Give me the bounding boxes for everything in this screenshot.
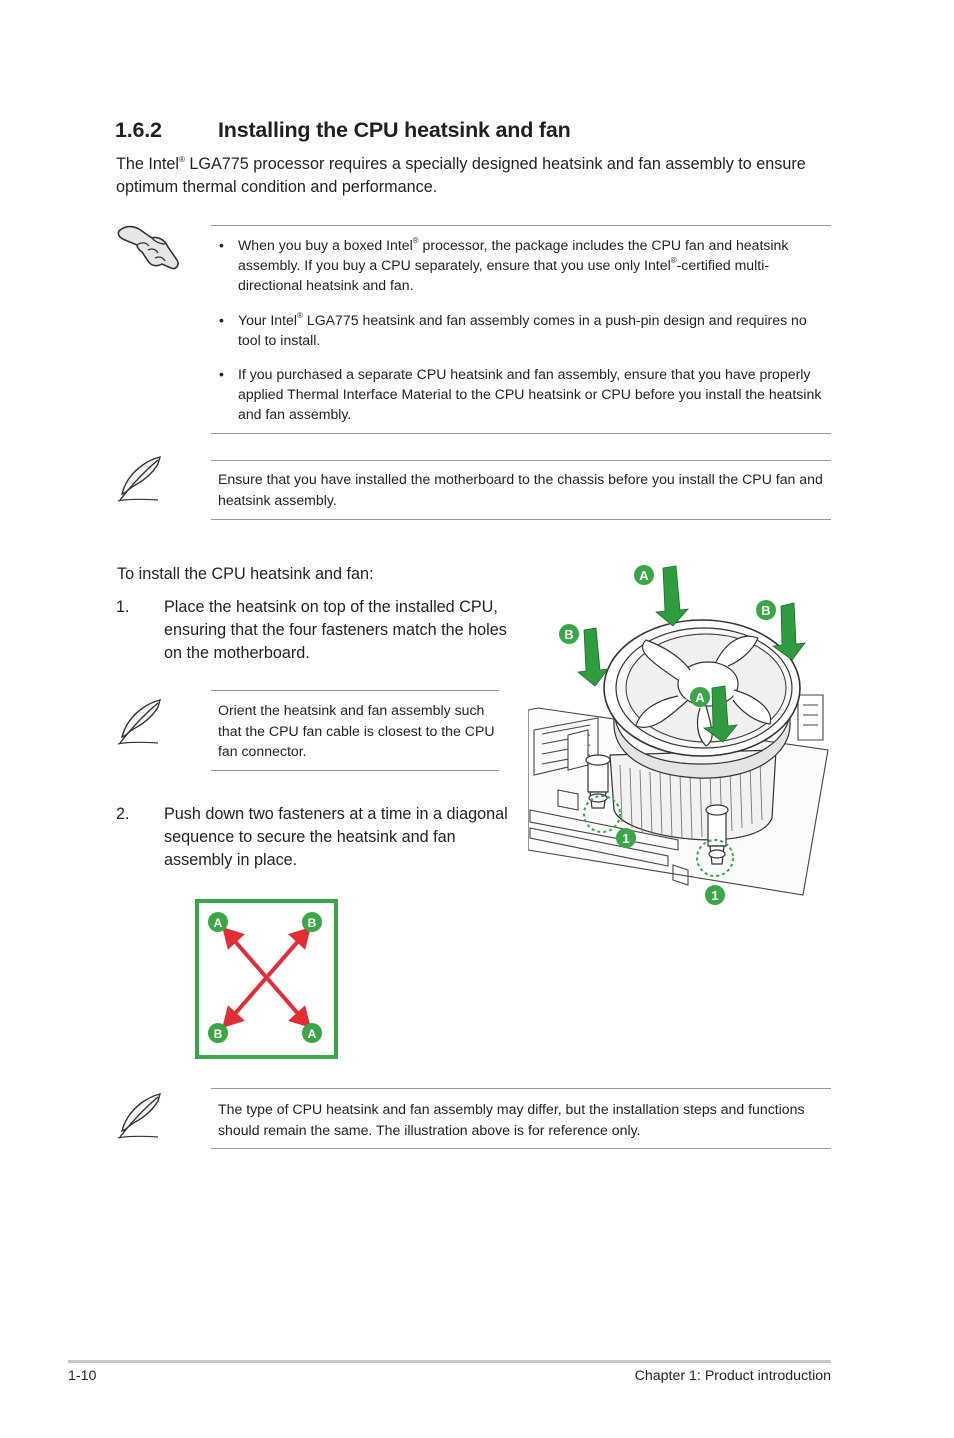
heatsink-illustration (528, 560, 834, 905)
diagonal-sequence-diagram (195, 899, 338, 1059)
page-number: 1-10 (68, 1368, 97, 1384)
registered-mark: ® (412, 236, 419, 245)
quill-pen-icon (114, 1091, 164, 1141)
bullet-mark: • (219, 311, 224, 328)
hand-pointing-icon (115, 222, 183, 274)
label-1: 1 (622, 831, 630, 846)
steps-lead: To install the CPU heatsink and fan: (117, 565, 374, 583)
intro-text-a: The Intel (116, 155, 179, 173)
section-heading (115, 118, 571, 143)
note1-top-rule (211, 460, 831, 461)
diagram-label-b: B (213, 1027, 223, 1041)
label-b: B (564, 627, 574, 642)
step-2 (116, 803, 516, 873)
note3-bottom-rule (211, 1148, 831, 1149)
registered-mark: ® (670, 256, 677, 266)
arrow-down (578, 628, 608, 686)
caution-item: • Your Intel® LGA775 heatsink and fan assembly comes in a push-pin design and requires no tool to install. (219, 310, 807, 348)
note1-bottom-rule (211, 519, 831, 520)
footer-rule (68, 1360, 831, 1363)
heatsink-body (604, 620, 800, 840)
diagram-label-a: A (307, 1027, 317, 1041)
caution-item: • When you buy a boxed Intel® processor, the package includes the CPU fan and heatsink assembly. If you buy a CPU separately, ensure that you use only Intel®-certified multi-directional heatsink and fan. (219, 236, 789, 294)
section-title: Installing the CPU heatsink and fan (218, 118, 571, 142)
registered-mark: ® (179, 155, 185, 164)
section-number: 1.6.2 (115, 118, 162, 142)
diagram-label-b: B (307, 916, 317, 930)
label-1: 1 (711, 888, 719, 903)
caution-top-rule (211, 225, 831, 226)
note3-top-rule (211, 1088, 831, 1089)
chapter-title: Chapter 1: Product introduction (634, 1368, 831, 1384)
note2-text: Orient the heatsink and fan assembly such that the CPU fan cable is closest to the CPU fan connector. (218, 702, 495, 759)
label-b: B (761, 603, 771, 618)
quill-pen-icon (114, 697, 164, 747)
bullet-mark: • (219, 366, 224, 383)
caution-list (219, 235, 831, 439)
step-number: 1. (116, 598, 130, 616)
arrow-down (656, 566, 688, 626)
intro-paragraph (116, 153, 836, 199)
step-text: Place the heatsink on top of the installed CPU, ensuring that the four fasteners match the holes on the motherboard. (164, 598, 507, 662)
quill-pen-icon (114, 454, 164, 504)
caution-item: • If you purchased a separate CPU heatsink and fan assembly, ensure that you have properly applied Thermal Interface Material to the CPU heatsink or CPU before you install the heatsink and fan assembly. (219, 366, 822, 423)
note1-text: Ensure that you have installed the motherboard to the chassis before you install the CPU fan and heatsink assembly. (218, 471, 823, 508)
note3-text: The type of CPU heatsink and fan assembly may differ, but the installation steps and functions should remain the same. The illustration above is for reference only. (218, 1101, 805, 1138)
step-text: Push down two fasteners at a time in a diagonal sequence to secure the heatsink and fan assembly in place. (164, 805, 508, 869)
caution-bottom-rule (211, 433, 831, 434)
note2-bottom-rule (211, 770, 499, 771)
bullet-mark: • (219, 237, 224, 253)
registered-mark: ® (297, 310, 303, 320)
label-a: A (695, 690, 705, 705)
intro-text-b: LGA775 processor requires a specially designed heatsink and fan assembly to ensure optimum thermal condition and performance. (116, 155, 806, 196)
step-number: 2. (116, 805, 130, 823)
label-a: A (639, 568, 649, 583)
note2-top-rule (211, 690, 499, 691)
diagram-label-a: A (213, 916, 223, 930)
step-1 (116, 596, 516, 666)
